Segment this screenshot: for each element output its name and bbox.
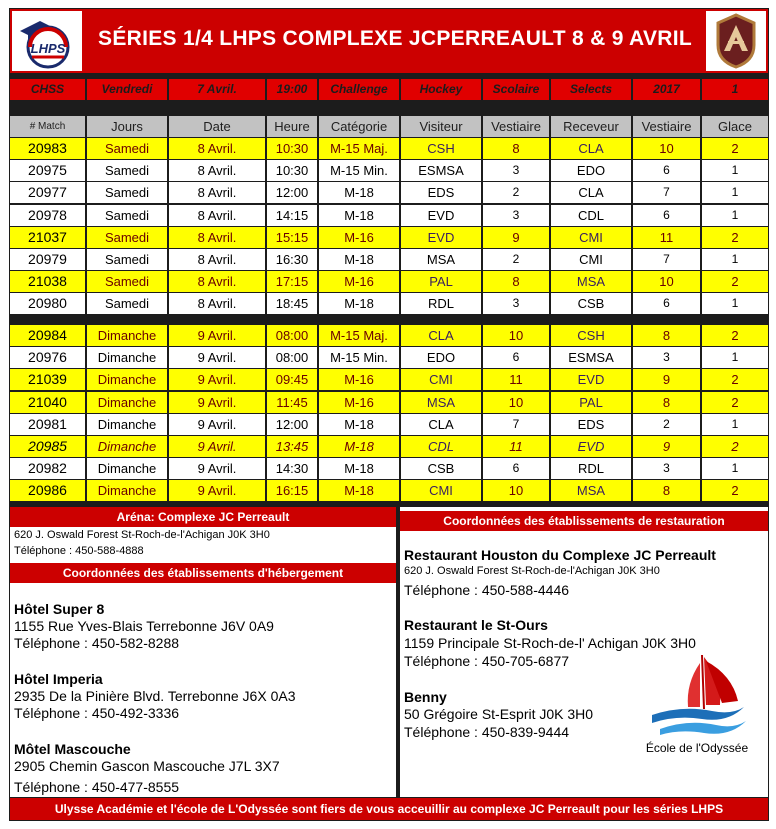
cell-cat: M-18 — [319, 205, 399, 226]
cell-vest1: 7 — [483, 414, 549, 435]
cell-glace: 2 — [702, 138, 768, 159]
cell-vest2: 8 — [633, 392, 700, 413]
cell-jour: Samedi — [87, 227, 167, 248]
cell-heure: 10:30 — [267, 160, 317, 181]
cell-match: 21039 — [10, 369, 85, 390]
table-row — [10, 480, 768, 501]
cell-glace: 1 — [702, 205, 768, 226]
cell-vest1: 3 — [483, 293, 549, 314]
column-header: Date — [169, 116, 265, 137]
cell-vest1: 11 — [483, 369, 549, 390]
cell-vest2: 9 — [633, 436, 700, 457]
cell-vest2: 11 — [633, 227, 700, 248]
sailboat-icon — [642, 649, 752, 741]
arena-phone: Téléphone : 450-588-4888 — [14, 545, 144, 557]
cell-vest1: 2 — [483, 249, 549, 270]
cell-visiteur: ESMSA — [401, 160, 481, 181]
cell-visiteur: CSH — [401, 138, 481, 159]
lodging-section-title: Coordonnées des établissements d'hébergement — [10, 563, 396, 583]
table-row — [10, 160, 768, 181]
cell-receveur: ESMSA — [551, 347, 631, 368]
cell-vest1: 3 — [483, 160, 549, 181]
column-header: Receveur — [551, 116, 631, 137]
cell-date: 9 Avril. — [169, 458, 265, 479]
cell-cat: M-18 — [319, 293, 399, 314]
cell-heure: 08:00 — [267, 347, 317, 368]
table-row — [10, 369, 768, 390]
cell-vest1: 6 — [483, 458, 549, 479]
table-row — [10, 458, 768, 479]
cell-visiteur: EDO — [401, 347, 481, 368]
cell-date: 9 Avril. — [169, 436, 265, 457]
cell-visiteur: CMI — [401, 480, 481, 501]
cell-receveur: MSA — [551, 271, 631, 292]
column-header: Visiteur — [401, 116, 481, 137]
cell-jour: Samedi — [87, 249, 167, 270]
arena-title: Aréna: Complexe JC Perreault — [10, 507, 396, 527]
cell-heure: 17:15 — [267, 271, 317, 292]
cell-heure: 12:00 — [267, 182, 317, 203]
cell-glace: 2 — [702, 271, 768, 292]
cell-date: 8 Avril. — [169, 182, 265, 203]
arena-address: 620 J. Oswald Forest St-Roch-de-l'Achigan J0K 3H0 — [14, 529, 270, 541]
restaurant-name: Restaurant le St-Ours — [404, 617, 548, 633]
cell-cat: M-15 Maj. — [319, 138, 399, 159]
academy-crest-logo — [706, 11, 766, 71]
cell-receveur: CMI — [551, 249, 631, 270]
cell-match: 20985 — [10, 436, 85, 457]
cell-vest1: 8 — [483, 138, 549, 159]
info-cell: Vendredi — [87, 79, 167, 100]
cell-date: 9 Avril. — [169, 347, 265, 368]
cell-vest2: 3 — [633, 347, 700, 368]
cell-date: 9 Avril. — [169, 480, 265, 501]
cell-visiteur: MSA — [401, 249, 481, 270]
restaurant-address: 50 Grégoire St-Esprit J0K 3H0 — [404, 706, 594, 722]
cell-glace: 2 — [702, 369, 768, 390]
cell-glace: 1 — [702, 160, 768, 181]
cell-vest2: 9 — [633, 369, 700, 390]
cell-vest1: 9 — [483, 227, 549, 248]
cell-jour: Dimanche — [87, 436, 167, 457]
arena-lodging-panel — [10, 507, 396, 797]
hotel-phone: Téléphone : 450-477-8555 — [14, 779, 180, 795]
cell-heure: 14:30 — [267, 458, 317, 479]
cell-jour: Samedi — [87, 160, 167, 181]
cell-receveur: PAL — [551, 392, 631, 413]
cell-cat: M-15 Min. — [319, 347, 399, 368]
cell-visiteur: CLA — [401, 414, 481, 435]
cell-cat: M-18 — [319, 414, 399, 435]
info-cell: 1 — [702, 79, 768, 100]
cell-receveur: EVD — [551, 436, 631, 457]
cell-match: 20982 — [10, 458, 85, 479]
cell-jour: Samedi — [87, 138, 167, 159]
cell-heure: 09:45 — [267, 369, 317, 390]
cell-vest1: 3 — [483, 205, 549, 226]
lhps-logo-text: LHPS — [30, 41, 66, 56]
cell-cat: M-18 — [319, 458, 399, 479]
table-row — [10, 138, 768, 159]
cell-vest1: 2 — [483, 182, 549, 203]
table-header-row — [10, 116, 768, 137]
cell-visiteur: EDS — [401, 182, 481, 203]
restaurant-address: 1159 Principale St-Roch-de-l' Achigan J0K 3H0 — [404, 635, 696, 651]
cell-glace: 2 — [702, 480, 768, 501]
cell-glace: 1 — [702, 293, 768, 314]
cell-heure: 12:00 — [267, 414, 317, 435]
cell-cat: M-16 — [319, 227, 399, 248]
hotel-address: 2905 Chemin Gascon Mascouche J7L 3X7 — [14, 758, 280, 774]
cell-glace: 1 — [702, 347, 768, 368]
cell-heure: 10:30 — [267, 138, 317, 159]
cell-jour: Samedi — [87, 293, 167, 314]
table-row — [10, 414, 768, 435]
cell-jour: Dimanche — [87, 414, 167, 435]
cell-match: 21037 — [10, 227, 85, 248]
cell-date: 8 Avril. — [169, 138, 265, 159]
cell-match: 20983 — [10, 138, 85, 159]
cell-receveur: CSH — [551, 325, 631, 346]
cell-visiteur: MSA — [401, 392, 481, 413]
header-banner — [10, 9, 768, 73]
cell-visiteur: EVD — [401, 227, 481, 248]
cell-receveur: EDO — [551, 160, 631, 181]
cell-match: 20976 — [10, 347, 85, 368]
cell-glace: 2 — [702, 325, 768, 346]
hotel-name: Hôtel Super 8 — [14, 601, 105, 617]
cell-heure: 11:45 — [267, 392, 317, 413]
cell-vest2: 7 — [633, 249, 700, 270]
cell-vest2: 6 — [633, 205, 700, 226]
venue-info-section — [10, 507, 768, 797]
footer-banner: Ulysse Académie et l'école de L'Odyssée sont fiers de vous acceuillir au complexe JC Perreault pour les séries LHPS — [10, 798, 768, 820]
cell-cat: M-16 — [319, 392, 399, 413]
cell-visiteur: CMI — [401, 369, 481, 390]
cell-match: 20979 — [10, 249, 85, 270]
cell-vest2: 2 — [633, 414, 700, 435]
restaurant-name: Benny — [404, 689, 447, 705]
cell-cat: M-18 — [319, 182, 399, 203]
info-cell: 7 Avril. — [169, 79, 265, 100]
cell-heure: 14:15 — [267, 205, 317, 226]
info-cell: 2017 — [633, 79, 700, 100]
schedule-sheet — [9, 8, 769, 821]
info-cell: Selects — [551, 79, 631, 100]
cell-heure: 16:15 — [267, 480, 317, 501]
restaurant-phone: Téléphone : 450-839-9444 — [404, 724, 570, 740]
cell-cat: M-18 — [319, 480, 399, 501]
lhps-logo — [12, 11, 82, 71]
info-bar — [10, 79, 768, 100]
cell-receveur: CLA — [551, 138, 631, 159]
cell-match: 20977 — [10, 182, 85, 203]
cell-cat: M-16 — [319, 369, 399, 390]
table-row — [10, 182, 768, 203]
cell-jour: Samedi — [87, 182, 167, 203]
cell-glace: 2 — [702, 227, 768, 248]
cell-match: 20981 — [10, 414, 85, 435]
column-header: Catégorie — [319, 116, 399, 137]
cell-vest1: 8 — [483, 271, 549, 292]
cell-date: 8 Avril. — [169, 293, 265, 314]
table-row — [10, 249, 768, 270]
cell-cat: M-15 Maj. — [319, 325, 399, 346]
cell-cat: M-18 — [319, 249, 399, 270]
cell-match: 20984 — [10, 325, 85, 346]
info-cell: 19:00 — [267, 79, 317, 100]
cell-match: 20980 — [10, 293, 85, 314]
cell-receveur: EDS — [551, 414, 631, 435]
table-row — [10, 205, 768, 226]
cell-jour: Dimanche — [87, 458, 167, 479]
cell-date: 8 Avril. — [169, 249, 265, 270]
info-cell: Hockey — [401, 79, 481, 100]
cell-vest2: 6 — [633, 293, 700, 314]
cell-jour: Dimanche — [87, 480, 167, 501]
column-header: Vestiaire — [483, 116, 549, 137]
cell-jour: Dimanche — [87, 392, 167, 413]
cell-date: 9 Avril. — [169, 369, 265, 390]
info-cell: Scolaire — [483, 79, 549, 100]
restaurant-name: Restaurant Houston du Complexe JC Perreault — [404, 547, 716, 563]
cell-receveur: CSB — [551, 293, 631, 314]
cell-cat: M-15 Min. — [319, 160, 399, 181]
cell-jour: Samedi — [87, 205, 167, 226]
cell-receveur: MSA — [551, 480, 631, 501]
cell-heure: 18:45 — [267, 293, 317, 314]
cell-glace: 2 — [702, 436, 768, 457]
page-title: SÉRIES 1/4 LHPS COMPLEXE JCPERREAULT 8 & 9 AVRIL — [98, 27, 692, 50]
cell-jour: Dimanche — [87, 325, 167, 346]
info-cell: Challenge — [319, 79, 399, 100]
cell-receveur: RDL — [551, 458, 631, 479]
cell-match: 20975 — [10, 160, 85, 181]
cell-cat: M-18 — [319, 436, 399, 457]
column-header: Vestiaire — [633, 116, 700, 137]
cell-date: 8 Avril. — [169, 271, 265, 292]
table-row — [10, 347, 768, 368]
cell-vest2: 10 — [633, 271, 700, 292]
cell-glace: 1 — [702, 414, 768, 435]
table-row — [10, 436, 768, 457]
cell-heure: 13:45 — [267, 436, 317, 457]
cell-cat: M-16 — [319, 271, 399, 292]
cell-visiteur: CSB — [401, 458, 481, 479]
cell-jour: Dimanche — [87, 369, 167, 390]
cell-vest2: 8 — [633, 480, 700, 501]
cell-date: 8 Avril. — [169, 227, 265, 248]
cell-visiteur: CLA — [401, 325, 481, 346]
cell-jour: Dimanche — [87, 347, 167, 368]
cell-visiteur: RDL — [401, 293, 481, 314]
cell-receveur: CMI — [551, 227, 631, 248]
hotel-address: 1155 Rue Yves-Blais Terrebonne J6V 0A9 — [14, 618, 274, 634]
cell-date: 9 Avril. — [169, 325, 265, 346]
cell-glace: 1 — [702, 458, 768, 479]
cell-vest2: 3 — [633, 458, 700, 479]
restaurants-section-title: Coordonnées des établissements de restauration — [400, 511, 768, 531]
cell-vest1: 11 — [483, 436, 549, 457]
hotel-address: 2935 De la Pinière Blvd. Terrebonne J6X 0A3 — [14, 688, 296, 704]
hotel-name: Hôtel Imperia — [14, 671, 103, 687]
cell-vest2: 6 — [633, 160, 700, 181]
cell-vest1: 10 — [483, 480, 549, 501]
column-header: Heure — [267, 116, 317, 137]
cell-heure: 16:30 — [267, 249, 317, 270]
cell-heure: 15:15 — [267, 227, 317, 248]
cell-match: 21038 — [10, 271, 85, 292]
cell-visiteur: CDL — [401, 436, 481, 457]
hotel-name: Môtel Mascouche — [14, 741, 131, 757]
column-header: Jours — [87, 116, 167, 137]
restaurant-address: 620 J. Oswald Forest St-Roch-de-l'Achigan J0K 3H0 — [404, 565, 660, 577]
restaurants-panel — [400, 507, 768, 797]
cell-receveur: EVD — [551, 369, 631, 390]
cell-date: 9 Avril. — [169, 414, 265, 435]
cell-date: 8 Avril. — [169, 160, 265, 181]
cell-vest2: 10 — [633, 138, 700, 159]
cell-vest1: 6 — [483, 347, 549, 368]
cell-glace: 1 — [702, 182, 768, 203]
ecole-odyssee-logo — [642, 649, 752, 759]
cell-vest2: 7 — [633, 182, 700, 203]
column-header: Glace — [702, 116, 768, 137]
cell-vest1: 10 — [483, 392, 549, 413]
restaurant-phone: Téléphone : 450-705-6877 — [404, 653, 570, 669]
info-cell: CHSS — [10, 79, 85, 100]
hotel-phone: Téléphone : 450-582-8288 — [14, 635, 180, 651]
cell-date: 8 Avril. — [169, 205, 265, 226]
cell-vest1: 10 — [483, 325, 549, 346]
table-row — [10, 392, 768, 413]
cell-match: 20978 — [10, 205, 85, 226]
cell-visiteur: EVD — [401, 205, 481, 226]
column-header: # Match — [10, 116, 85, 137]
table-row — [10, 271, 768, 292]
odyssee-logo-caption: École de l'Odyssée — [645, 741, 749, 755]
table-row — [10, 325, 768, 346]
table-row — [10, 227, 768, 248]
cell-receveur: CLA — [551, 182, 631, 203]
cell-visiteur: PAL — [401, 271, 481, 292]
cell-glace: 2 — [702, 392, 768, 413]
cell-glace: 1 — [702, 249, 768, 270]
cell-match: 20986 — [10, 480, 85, 501]
restaurant-phone: Téléphone : 450-588-4446 — [404, 582, 570, 598]
cell-receveur: CDL — [551, 205, 631, 226]
cell-heure: 08:00 — [267, 325, 317, 346]
table-row — [10, 293, 768, 314]
cell-match: 21040 — [10, 392, 85, 413]
cell-vest2: 8 — [633, 325, 700, 346]
cell-jour: Samedi — [87, 271, 167, 292]
hotel-phone: Téléphone : 450-492-3336 — [14, 705, 180, 721]
cell-date: 9 Avril. — [169, 392, 265, 413]
